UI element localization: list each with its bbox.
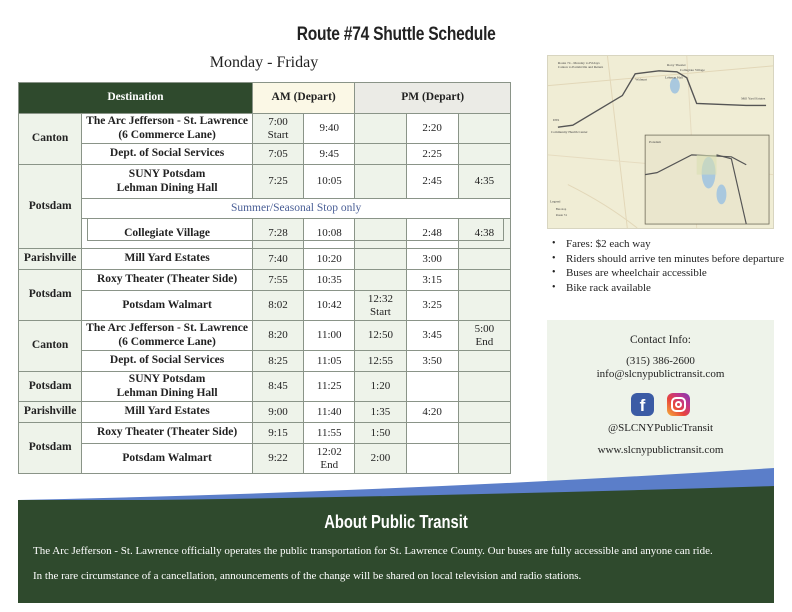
city-cell: Potsdam — [19, 372, 82, 402]
time-cell — [355, 114, 406, 144]
note-item: • Bike rack available — [548, 281, 788, 296]
note-item: • Riders should arrive ten minutes before departure — [548, 252, 788, 267]
contact-label: Contact Info: — [630, 334, 691, 346]
time-cell — [458, 270, 510, 291]
table-row — [19, 291, 511, 321]
svg-text:Roxy Theater: Roxy Theater — [666, 62, 686, 67]
contact-phone[interactable]: (315) 386-2600 — [626, 355, 695, 367]
time-cell: 9:15 — [252, 423, 303, 444]
time-cell: 2:48 — [406, 219, 458, 249]
time-cell: 9:00 — [252, 402, 303, 423]
time-cell: 2:00 — [355, 444, 406, 474]
seasonal-note: Summer/Seasonal Stop only — [82, 199, 511, 219]
time-cell: 1:50 — [355, 423, 406, 444]
time-cell: 10:35 — [304, 270, 355, 291]
note-item: • Fares: $2 each way — [548, 237, 788, 252]
time-cell: 2:20 — [406, 114, 458, 144]
time-cell: 3:45 — [406, 321, 458, 351]
stop-cell: Dept. of Social Services — [82, 351, 253, 372]
time-cell: 4:35 — [458, 165, 510, 199]
time-cell: 7:40 — [252, 249, 303, 270]
about-paragraph: The Arc Jefferson - St. Lawrence officially operates the public transportation for St. Lawrence County. Our buses are fully accessible and anyone can ride. — [33, 545, 713, 557]
time-cell: 1:35 — [355, 402, 406, 423]
note-item: • Buses are wheelchair accessible — [548, 266, 788, 281]
city-cell: Potsdam — [19, 270, 82, 321]
stop-cell: The Arc Jefferson - St. Lawrence (6 Commerce Lane) — [82, 321, 253, 351]
table-row — [19, 321, 511, 351]
stop-cell: The Arc Jefferson - St. Lawrence (6 Commerce Lane) — [82, 114, 253, 144]
about-title: About Public Transit — [324, 512, 468, 532]
table-row — [19, 165, 511, 199]
am-depart-header: AM (Depart) — [252, 83, 354, 114]
svg-text:Canton to Parishville and Retu: Canton to Parishville and Return — [557, 64, 604, 69]
pm-depart-header: PM (Depart) — [355, 83, 511, 114]
city-cell: Parishville — [19, 249, 82, 270]
time-cell — [355, 270, 406, 291]
time-cell: 8:25 — [252, 351, 303, 372]
decorative-wave — [18, 462, 774, 502]
table-row — [19, 351, 511, 372]
schedule-days: Monday - Friday — [209, 54, 319, 71]
facebook-icon[interactable]: f — [631, 393, 654, 416]
time-cell: 7:05 — [252, 144, 303, 165]
time-cell — [355, 249, 406, 270]
stop-cell: Mill Yard Estates — [82, 249, 253, 270]
table-header-row — [19, 83, 511, 114]
svg-text:Community Health Center: Community Health Center — [550, 130, 588, 135]
time-cell: 3:50 — [406, 351, 458, 372]
route-map — [547, 55, 774, 229]
time-cell — [355, 219, 406, 249]
time-cell: 8:20 — [252, 321, 303, 351]
time-cell: 7:25 — [252, 165, 303, 199]
time-cell — [458, 372, 510, 402]
svg-text:Legend: Legend — [549, 199, 561, 204]
svg-text:Lehman Hall: Lehman Hall — [664, 75, 684, 80]
stop-cell: SUNY Potsdam Lehman Dining Hall — [82, 372, 253, 402]
stop-cell: Mill Yard Estates — [82, 402, 253, 423]
time-cell: 11:40 — [304, 402, 355, 423]
time-cell: 3:25 — [406, 291, 458, 321]
city-cell: Canton — [19, 114, 82, 165]
social-handle: @SLCNYPublicTransit — [607, 422, 714, 434]
destination-header: Destination — [19, 83, 253, 114]
time-cell: 10:05 — [304, 165, 355, 199]
table-row — [19, 270, 511, 291]
time-cell: 7:55 — [252, 270, 303, 291]
svg-text:Route 74: Route 74 — [555, 213, 567, 218]
time-cell — [406, 423, 458, 444]
time-cell: 12:02 End — [304, 444, 355, 474]
time-cell: 3:15 — [406, 270, 458, 291]
map-title: Route 74 - Monday to Fridays — [557, 60, 600, 65]
page-title: Route #74 Shuttle Schedule — [296, 24, 496, 45]
time-cell: 7:00 Start — [252, 114, 303, 144]
time-cell: 11:05 — [304, 351, 355, 372]
city-cell: Parishville — [19, 402, 82, 423]
stop-cell: Dept. of Social Services — [82, 144, 253, 165]
svg-text:Mill Yard Estates: Mill Yard Estates — [741, 96, 766, 101]
city-cell: Potsdam — [19, 423, 82, 474]
time-cell: 2:25 — [406, 144, 458, 165]
about-section — [18, 500, 774, 603]
svg-text:Potsdam: Potsdam — [649, 139, 662, 144]
svg-text:Collegiate Village: Collegiate Village — [679, 67, 705, 72]
time-cell: 4:38 — [458, 219, 510, 249]
time-cell: 11:00 — [304, 321, 355, 351]
table-row — [19, 114, 511, 144]
time-cell — [458, 423, 510, 444]
time-cell: 11:25 — [304, 372, 355, 402]
contact-email[interactable]: info@slcnypublictransit.com — [596, 368, 725, 380]
time-cell — [458, 351, 510, 372]
time-cell: 1:20 — [355, 372, 406, 402]
svg-text:Bus stop: Bus stop — [555, 207, 567, 212]
svg-text:DSS: DSS — [552, 118, 560, 123]
table-row — [19, 219, 511, 249]
stop-cell: Potsdam Walmart — [82, 444, 253, 474]
time-cell — [355, 144, 406, 165]
social-icons — [547, 393, 774, 416]
time-cell: 2:45 — [406, 165, 458, 199]
table-row — [19, 423, 511, 444]
stop-cell: Potsdam Walmart — [82, 291, 253, 321]
time-cell: 12:55 — [355, 351, 406, 372]
time-cell — [458, 249, 510, 270]
instagram-icon[interactable] — [667, 393, 690, 416]
time-cell: 10:42 — [304, 291, 355, 321]
about-paragraph: In the rare circumstance of a cancellation, announcements of the change will be shared on local television and radio stations. — [33, 570, 582, 582]
time-cell: 3:00 — [406, 249, 458, 270]
table-row — [19, 249, 511, 270]
stop-cell: Roxy Theater (Theater Side) — [82, 270, 253, 291]
time-cell: 12:50 — [355, 321, 406, 351]
time-cell: 4:20 — [406, 402, 458, 423]
website-link[interactable]: www.slcnypublictransit.com — [597, 444, 724, 456]
route-map-image — [548, 56, 773, 228]
stop-cell: Roxy Theater (Theater Side) — [82, 423, 253, 444]
time-cell: 9:40 — [304, 114, 355, 144]
table-row — [19, 144, 511, 165]
stop-cell: Collegiate Village — [82, 219, 253, 249]
time-cell: 10:08 — [304, 219, 355, 249]
time-cell: 11:55 — [304, 423, 355, 444]
city-cell: Canton — [19, 321, 82, 372]
time-cell — [406, 372, 458, 402]
seasonal-note-row — [19, 199, 511, 219]
time-cell: 8:45 — [252, 372, 303, 402]
time-cell — [458, 144, 510, 165]
time-cell: 10:20 — [304, 249, 355, 270]
svg-text:Walmart: Walmart — [635, 77, 648, 82]
time-cell: 9:22 — [252, 444, 303, 474]
time-cell: 12:32 Start — [355, 291, 406, 321]
time-cell — [355, 165, 406, 199]
rider-notes — [548, 237, 788, 295]
city-cell: Potsdam — [19, 165, 82, 249]
time-cell: 8:02 — [252, 291, 303, 321]
time-cell: 5:00 End — [458, 321, 510, 351]
time-cell: 7:28 — [252, 219, 303, 249]
time-cell: 9:45 — [304, 144, 355, 165]
stop-cell: SUNY Potsdam Lehman Dining Hall — [82, 165, 253, 199]
table-row — [19, 402, 511, 423]
time-cell — [458, 114, 510, 144]
time-cell — [458, 291, 510, 321]
table-row — [19, 372, 511, 402]
schedule-table — [18, 82, 511, 474]
time-cell — [458, 402, 510, 423]
